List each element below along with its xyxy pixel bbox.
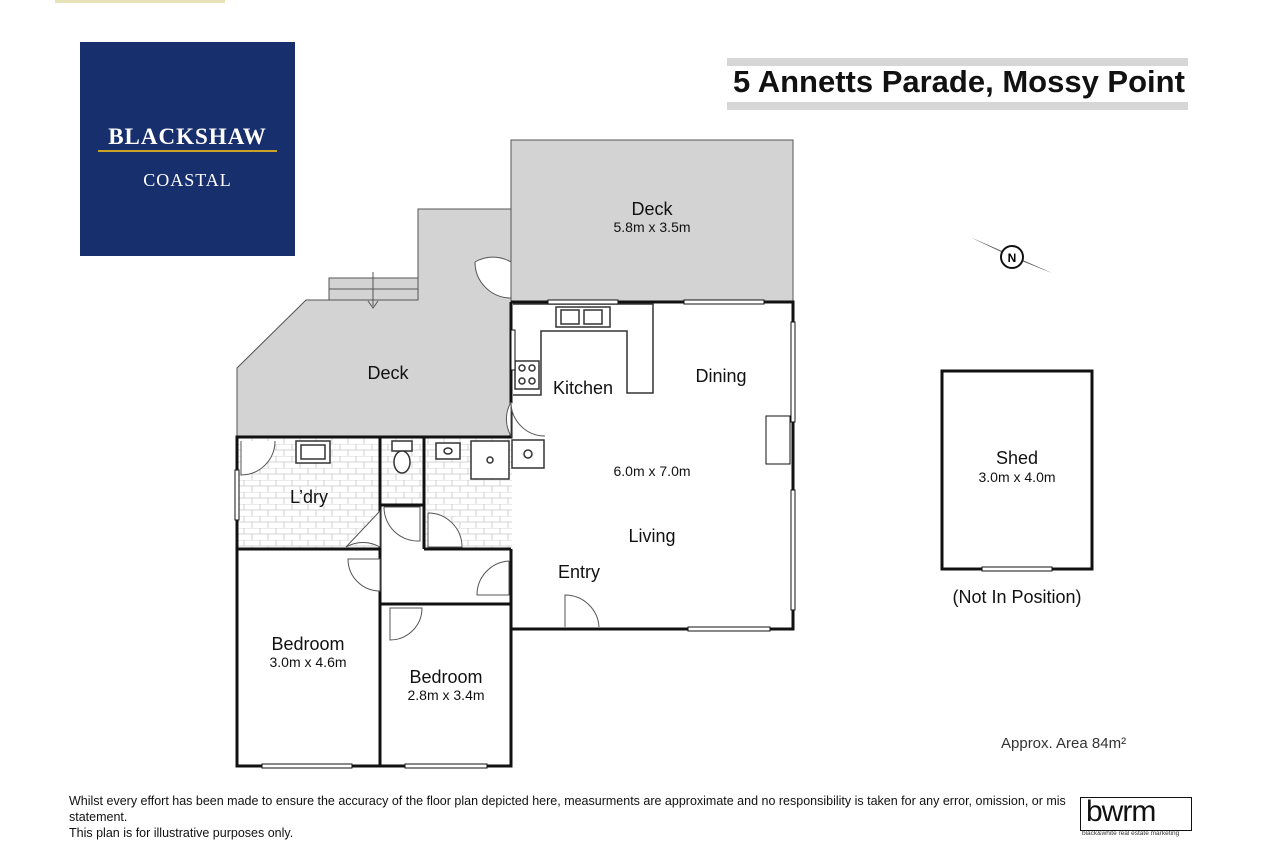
logo-subtitle: COASTAL (143, 170, 232, 190)
bedroom1-label: Bedroom (271, 634, 345, 654)
bedroom2-label: Bedroom (409, 667, 483, 687)
laundry-label: L’dry (289, 487, 329, 507)
shed-label: Shed (995, 448, 1039, 468)
bwrm-logo (1080, 797, 1190, 837)
deck-left-area (237, 209, 511, 437)
deck-left-label: Deck (367, 363, 409, 383)
disclaimer-line-2: This plan is for illustrative purposes only. (69, 826, 294, 840)
deck-top-size: 5.8m x 3.5m (613, 219, 691, 235)
compass-icon (972, 238, 1052, 273)
bwrm-wordmark: bwrm (1086, 795, 1156, 828)
bedroom2-size: 2.8m x 3.4m (407, 687, 485, 703)
shed-note: (Not In Position) (952, 587, 1082, 607)
living-size: 6.0m x 7.0m (613, 463, 691, 479)
compass-letter: N (1007, 251, 1017, 265)
logo-brand: BLACKSHAW (108, 124, 267, 149)
address-title: 5 Annetts Parade, Mossy Point (733, 64, 1185, 99)
disclaimer (69, 793, 1079, 841)
bwrm-tagline: black&white real estate marketing (1082, 830, 1180, 837)
deck-top-label: Deck (631, 199, 673, 219)
dining-label: Dining (695, 366, 747, 386)
approx-area: Approx. Area 84m² (1001, 735, 1127, 752)
bedroom1-size: 3.0m x 4.6m (269, 654, 347, 670)
entry-label: Entry (557, 562, 601, 582)
shed-size: 3.0m x 4.0m (978, 469, 1056, 485)
living-label: Living (628, 526, 676, 546)
kitchen-label: Kitchen (552, 378, 614, 398)
disclaimer-line-1: Whilst every effort has been made to ensure the accuracy of the floor plan depicted here, measurments are approximate and no responsibility is taken for any error, omission, or mis statement. (69, 794, 1066, 824)
